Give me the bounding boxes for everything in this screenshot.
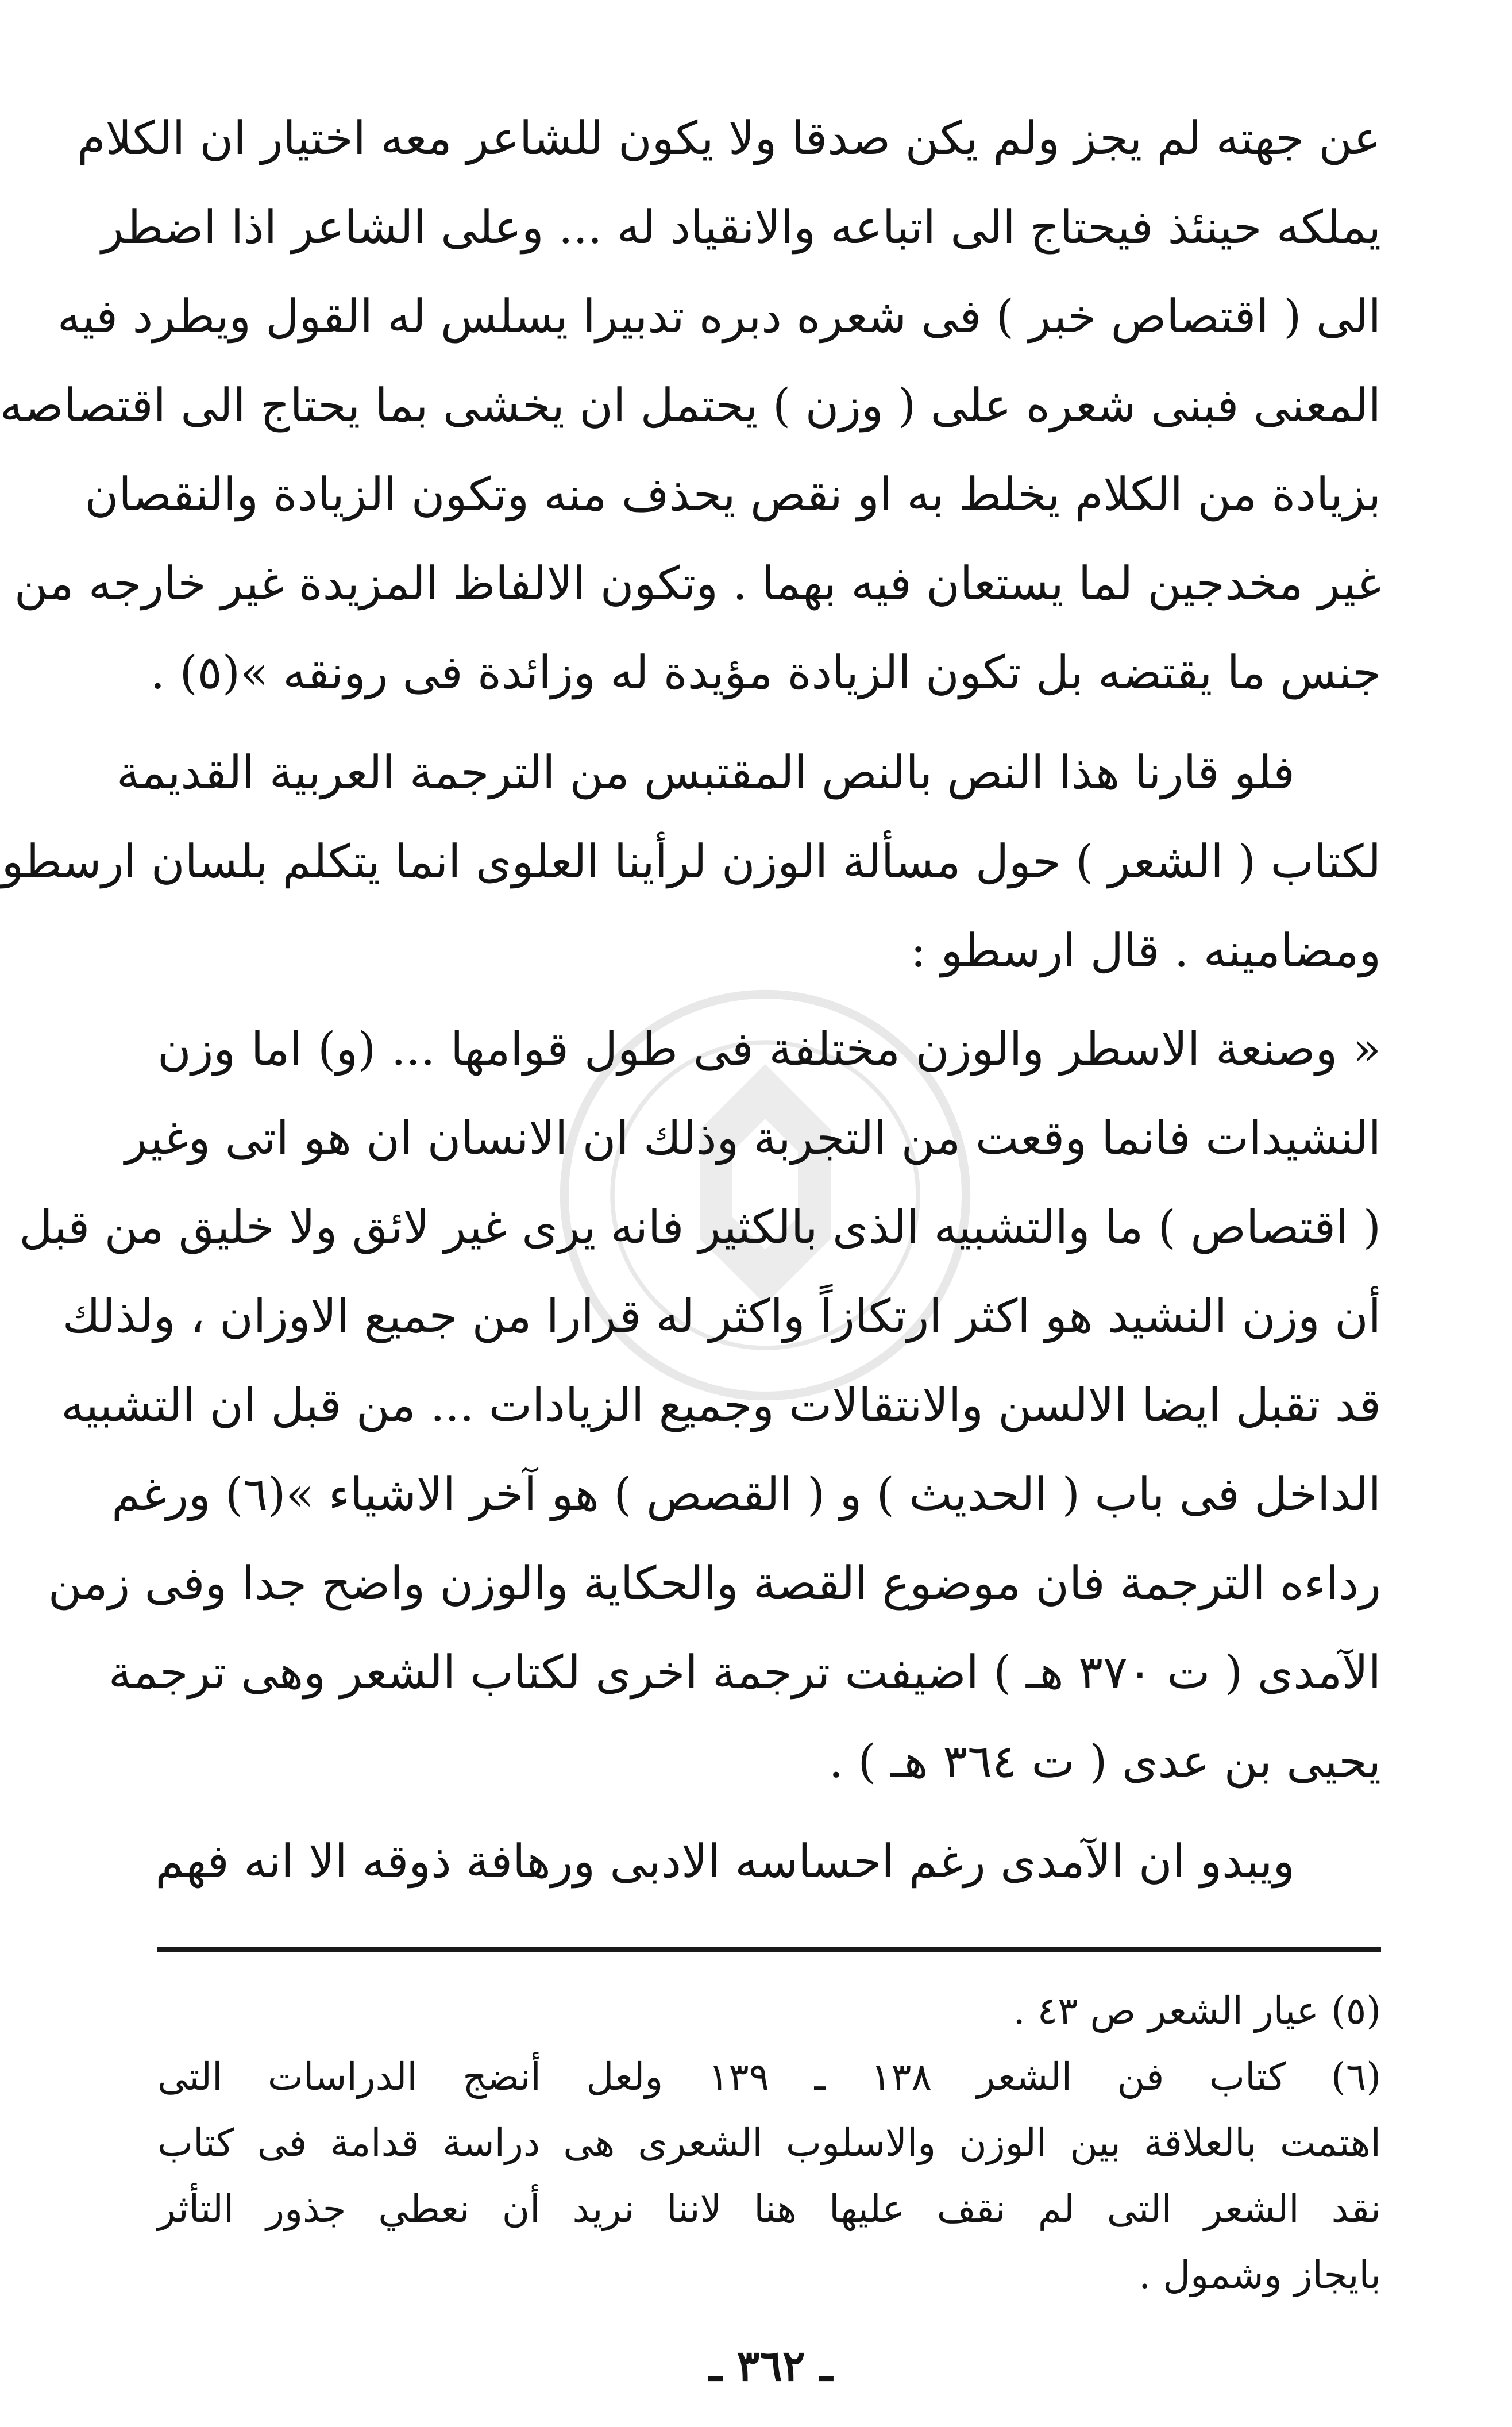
quote-line-2: النشيدات فانما وقعت من التجربة وذلك ان الانسان ان هو اتى وغير (125, 1111, 1381, 1165)
body-line-8: فلو قارنا هذا النص بالنص المقتبس من الترجمة العربية القديمة (116, 746, 1295, 799)
footnote-6-line-2: اهتمت بالعلاقة بين الوزن والاسلوب الشعرى هى دراسة قدامة فى كتاب (157, 2121, 1381, 2165)
body-line-18: الآمدى ( ت ٣٧٠ هـ ) اضيفت ترجمة اخرى لكتاب الشعر وهى ترجمة (108, 1646, 1381, 1699)
quote-line-3: ( اقتصاص ) ما والتشبيه الذى بالكثير فانه يرى غير لائق ولا خليق من قبل (19, 1200, 1381, 1254)
footnote-5: (٥) عيار الشعر ص ٤٣ . (1013, 1989, 1381, 2033)
footnote-6-line-4: بايجاز وشمول . (1139, 2253, 1381, 2297)
body-line-17: رداءه الترجمة فان موضوع القصة والحكاية والوزن واضح جدا وفى زمن (48, 1557, 1381, 1610)
quote-line-4: أن وزن النشيد هو اكثر ارتكازاً واكثر له قرارا من جميع الاوزان ، ولذلك (62, 1289, 1381, 1343)
quote-line-6: الداخل فى باب ( الحديث ) و ( القصص ) هو آخر الاشياء »(٦) ورغم (111, 1467, 1381, 1521)
body-line-5: بزيادة من الكلام يخلط به او نقص يحذف منه وتكون الزيادة والنقصان (84, 468, 1381, 521)
quote-line-5: قد تقبل ايضا الالسن والانتقالات وجميع الزيادات ... من قبل ان التشبيه (61, 1378, 1381, 1432)
body-line-10: ومضامينه . قال ارسطو : (911, 924, 1381, 977)
body-line-4: المعنى فبنى شعره على ( وزن ) يحتمل ان يخشى بما يحتاج الى اقتصاصه (0, 379, 1381, 432)
footnote-divider (157, 1947, 1381, 1952)
body-line-1: عن جهته لم يجز ولم يكن صدقا ولا يكون للشاعر معه اختيار ان الكلام (77, 111, 1381, 165)
body-line-6: غير مخدجين لما يستعان فيه بهما . وتكون الالفاظ المزيدة غير خارجه من (14, 557, 1381, 610)
body-line-7: جنس ما يقتضه بل تكون الزيادة مؤيدة له وزائدة فى رونقه »(٥) . (150, 646, 1381, 699)
body-line-20: ويبدو ان الآمدى رغم احساسه الادبى ورهافة ذوقه الا انه فهم (155, 1835, 1295, 1888)
page-number: ـ ٣٦٢ ـ (709, 2341, 833, 2391)
footnote-6-line-3: نقد الشعر التى لم نقف عليها هنا لاننا نريد أن نعطي جذور التأثر (157, 2187, 1381, 2231)
body-line-19: يحيى بن عدى ( ت ٣٦٤ هـ ) . (828, 1735, 1381, 1788)
body-line-2: يملكه حينئذ فيحتاج الى اتباعه والانقياد له ... وعلى الشاعر اذا اضطر (101, 201, 1381, 254)
body-line-9: لكتاب ( الشعر ) حول مسألة الوزن لرأينا العلوى انما يتكلم بلسان ارسطو (1, 835, 1381, 888)
footnote-6-line-1: (٦) كتاب فن الشعر ١٣٨ ـ ١٣٩ ولعل أنضج الدراسات التى (157, 2055, 1382, 2099)
quote-line-1: « وصنعة الاسطر والوزن مختلفة فى طول قوامها ... (و) اما وزن (157, 1022, 1382, 1076)
body-line-3: الى ( اقتصاص خبر ) فى شعره دبره تدبيرا يسلس له القول ويطرد فيه (57, 290, 1381, 343)
